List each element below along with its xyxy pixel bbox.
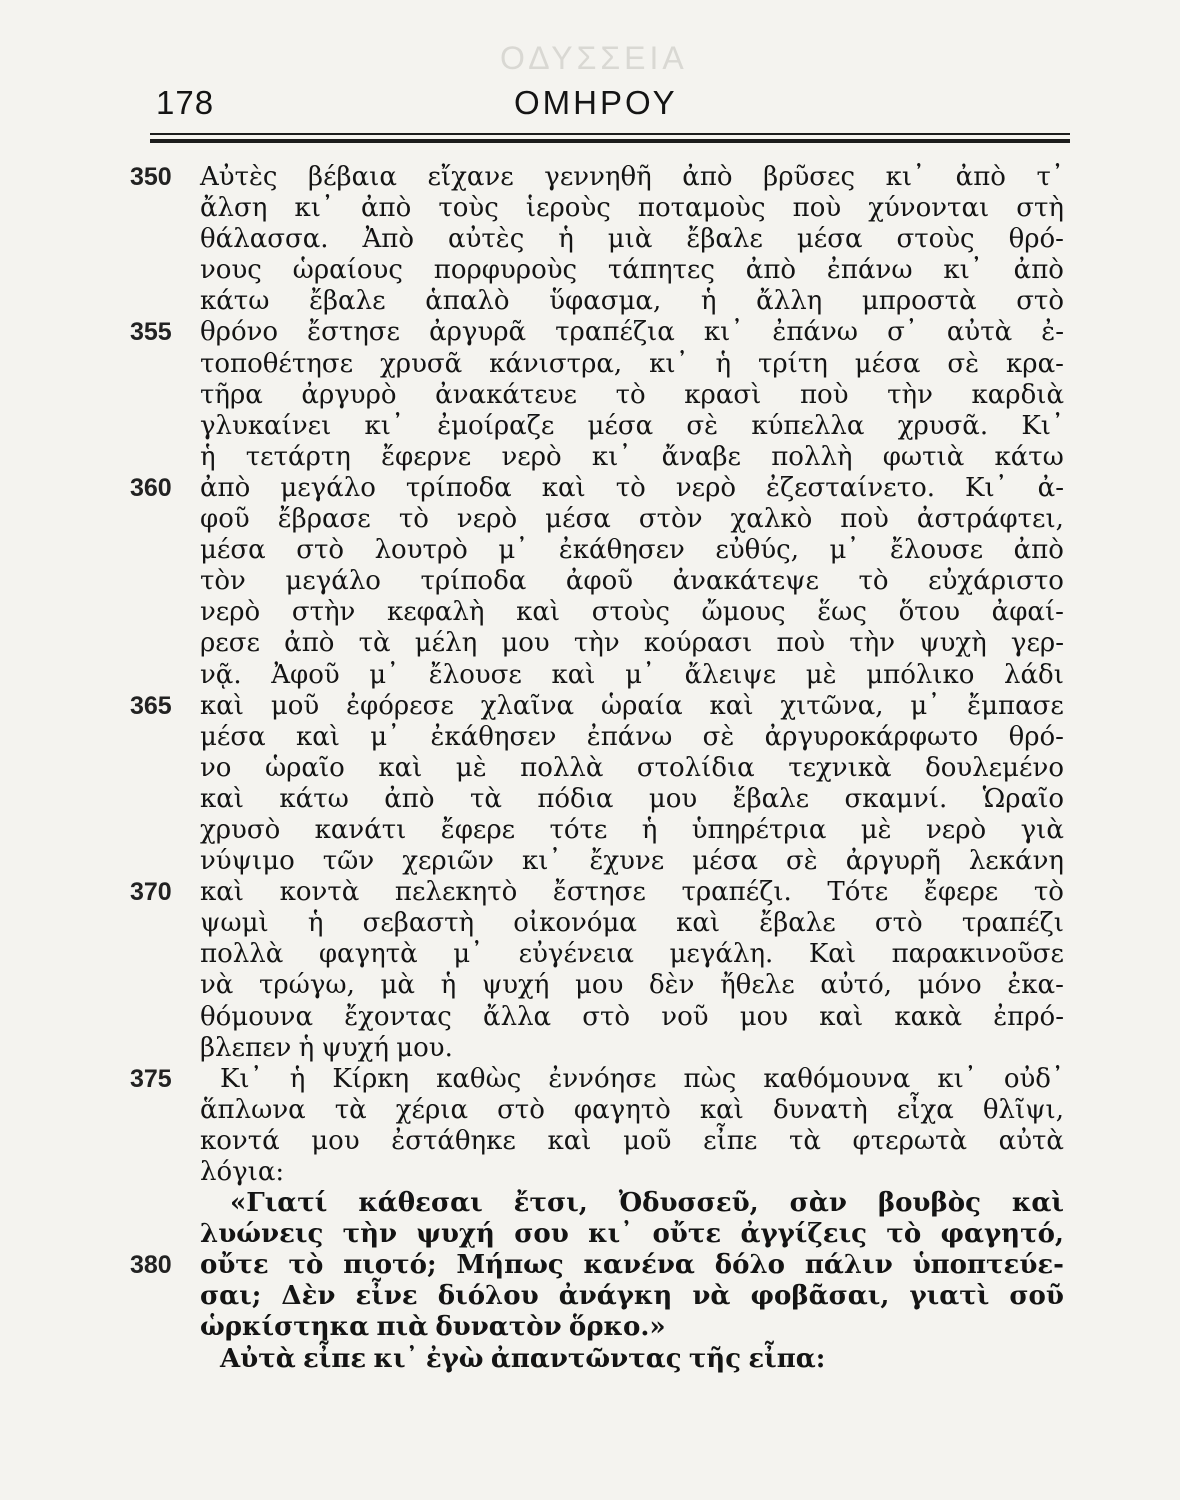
verse-line	[130, 1250, 1070, 1281]
line-text: ἀπὸ μεγάλο τρίποδα καὶ τὸ νερὸ ἐζεσταίνετο. Κι᾽ ἀ-	[200, 472, 1064, 503]
verse-line	[130, 815, 1070, 846]
verse-line	[130, 535, 1070, 566]
line-number: 370	[130, 878, 172, 907]
line-text: νερὸ στὴν κεφαλὴ καὶ στοὺς ὤμους ἕως ὅτου ἀφαί-	[200, 597, 1064, 628]
line-text: τὸν μεγάλο τρίποδα ἀφοῦ ἀνακάτεψε τὸ εὐχάριστο	[200, 566, 1064, 597]
line-text: κάτω ἔβαλε ἁπαλὸ ὕφασμα, ἡ ἄλλη μπροστὰ στὸ	[200, 286, 1064, 317]
line-text: πολλὰ φαγητὰ μ᾽ εὐγένεια μεγάλη. Καὶ παρακινοῦσε	[200, 939, 1064, 970]
line-text: καὶ κάτω ἀπὸ τὰ πόδια μου ἔβαλε σκαμνί. Ὡραῖο	[200, 783, 1064, 814]
line-text: ὡρκίστηκα πιὰ δυνατὸν ὅρκο.»	[200, 1312, 666, 1343]
verse-line	[130, 286, 1070, 317]
line-number: 360	[130, 473, 172, 502]
line-text: λυώνεις τὴν ψυχή σου κι᾽ οὔτε ἀγγίζεις τὸ φαγητό,	[200, 1219, 1064, 1250]
verse-line	[130, 1344, 1070, 1375]
header-rule-thin	[150, 133, 1070, 135]
verse-line	[130, 317, 1070, 348]
verse-line	[130, 660, 1070, 691]
verse-line	[130, 877, 1070, 908]
line-text: Αὐτὲς βέβαια εἴχανε γεννηθῆ ἀπὸ βρῦσες κι᾽ ἀπὸ τ᾽	[200, 162, 1064, 192]
verse-line	[130, 473, 1070, 504]
verse-line	[130, 628, 1070, 659]
verse-line	[130, 753, 1070, 784]
line-text: τοποθέτησε χρυσᾶ κάνιστρα, κι᾽ ἡ τρίτη μέσα σὲ κρα-	[200, 348, 1064, 379]
running-title: ΟΜΗΡΟΥ	[514, 84, 678, 121]
verse-line	[130, 597, 1070, 628]
line-text: ἡ τετάρτη ἔφερνε νερὸ κι᾽ ἄναβε πολλὴ φωτιὰ κάτω	[200, 441, 1064, 472]
line-text: νὰ τρώγω, μὰ ἡ ψυχή μου δὲν ἤθελε αὐτό, μόνο ἐκα-	[200, 970, 1064, 1001]
verse-line	[130, 162, 1070, 193]
verse-line	[130, 691, 1070, 722]
line-text: νύψιμο τῶν χεριῶν κι᾽ ἔχυνε μέσα σὲ ἀργυρῆ λεκάνη	[200, 846, 1064, 877]
verse-line	[130, 1281, 1070, 1312]
line-number: 355	[130, 318, 172, 347]
line-text: σαι; Δὲν εἶνε διόλου ἀνάγκη νὰ φοβᾶσαι, γιατὶ σοῦ	[200, 1281, 1064, 1312]
verse-line	[130, 255, 1070, 286]
line-text: γλυκαίνει κι᾽ ἐμοίραζε μέσα σὲ κύπελλα χρυσᾶ. Κι᾽	[200, 410, 1064, 441]
line-text: νᾷ. Ἀφοῦ μ᾽ ἔλουσε καὶ μ᾽ ἄλειψε μὲ μπόλικο λάδι	[200, 659, 1064, 690]
verse-line	[130, 784, 1070, 815]
verse-line	[130, 1188, 1070, 1219]
page-header	[150, 84, 1070, 134]
line-text: Αὐτὰ εἶπε κι᾽ ἐγὼ ἀπαντῶντας τῆς εἶπα:	[220, 1343, 826, 1374]
verse-line	[130, 1157, 1070, 1188]
line-text: κοντά μου ἐστάθηκε καὶ μοῦ εἶπε τὰ φτερωτὰ αὐτὰ	[200, 1125, 1064, 1156]
verse-line	[130, 566, 1070, 597]
line-text: θόμουνα ἔχοντας ἄλλα στὸ νοῦ μου καὶ κακὰ ἐπρό-	[200, 1001, 1064, 1032]
verse-line	[130, 349, 1070, 380]
line-text: Κι᾽ ἡ Κίρκη καθὼς ἐννόησε πὼς καθόμουνα κι᾽ οὐδ᾽	[220, 1063, 1064, 1094]
line-text: μέσα στὸ λουτρὸ μ᾽ ἐκάθησεν εὐθύς, μ᾽ ἔλουσε ἀπὸ	[200, 535, 1064, 566]
page-number: 178	[156, 84, 215, 121]
verse-line	[130, 1002, 1070, 1033]
line-text: θρόνο ἔστησε ἀργυρᾶ τραπέζια κι᾽ ἐπάνω σ᾽ αὐτὰ ἐ-	[200, 317, 1064, 348]
line-text: ἄλση κι᾽ ἀπὸ τοὺς ἱεροὺς ποταμοὺς ποὺ χύνονται στὴ	[200, 193, 1064, 224]
line-number: 380	[130, 1251, 172, 1280]
verse-line	[130, 722, 1070, 753]
line-text: νους ὡραίους πορφυροὺς τάπητες ἀπὸ ἐπάνω κι᾽ ἀπὸ	[200, 255, 1064, 286]
line-text: καὶ κοντὰ πελεκητὸ ἔστησε τραπέζι. Τότε ἔφερε τὸ	[200, 877, 1064, 908]
verse-line	[130, 1312, 1070, 1343]
line-text: οὔτε τὸ πιοτό; Μήπως κανένα δόλο πάλιν ὑποπτεύε-	[200, 1250, 1064, 1281]
verse-line	[130, 846, 1070, 877]
verse-line	[130, 970, 1070, 1001]
line-text: φοῦ ἔβρασε τὸ νερὸ μέσα στὸν χαλκὸ ποὺ ἀστράφτει,	[200, 504, 1064, 535]
verse-line	[130, 1033, 1070, 1064]
verse-line	[130, 908, 1070, 939]
line-text: θάλασσα. Ἀπὸ αὐτὲς ἡ μιὰ ἔβαλε μέσα στοὺς θρό-	[200, 224, 1064, 255]
line-number: 350	[130, 163, 172, 191]
verse-line	[130, 504, 1070, 535]
line-text: λόγια:	[200, 1157, 285, 1187]
line-text: καὶ μοῦ ἐφόρεσε χλαῖνα ὡραία καὶ χιτῶνα, μ᾽ ἔμπασε	[200, 690, 1064, 721]
line-number: 365	[130, 691, 172, 720]
verse-line	[130, 224, 1070, 255]
line-text: χρυσὸ κανάτι ἔφερε τότε ἡ ὑπηρέτρια μὲ νερὸ γιὰ	[200, 814, 1064, 845]
verse-line	[130, 1064, 1070, 1095]
line-text: μέσα καὶ μ᾽ ἐκάθησεν ἐπάνω σὲ ἀργυροκάρφωτο θρό-	[200, 721, 1064, 752]
line-number: 375	[130, 1064, 172, 1093]
line-text: ἅπλωνα τὰ χέρια στὸ φαγητὸ καὶ δυνατὴ εἶχα θλῖψι,	[200, 1094, 1064, 1125]
verse-line	[130, 442, 1070, 473]
verse-line	[130, 1095, 1070, 1126]
verse-line	[130, 411, 1070, 442]
verse-line	[130, 380, 1070, 411]
line-text: βλεπεν ἡ ψυχή μου.	[200, 1032, 453, 1063]
verse-line	[130, 1126, 1070, 1157]
verse-line	[130, 1219, 1070, 1250]
line-text: νο ὡραῖο καὶ μὲ πολλὰ στολίδια τεχνικὰ δουλεμένο	[200, 752, 1064, 783]
line-text: τῆρα ἀργυρὸ ἀνακάτευε τὸ κρασὶ ποὺ τὴν καρδιὰ	[200, 379, 1064, 410]
bleed-through-header: ΟΔΥΣΣΕΙΑ	[500, 40, 688, 76]
line-text: ρεσε ἀπὸ τὰ μέλη μου τὴν κούρασι ποὺ τὴν ψυχὴ γερ-	[200, 628, 1064, 659]
line-text: ψωμὶ ἡ σεβαστὴ οἰκονόμα καὶ ἔβαλε στὸ τραπέζι	[200, 908, 1064, 939]
header-rule-thick	[150, 139, 1070, 143]
verse-line	[130, 939, 1070, 970]
verse-text-block	[130, 162, 1070, 1375]
verse-line	[130, 193, 1070, 224]
line-text: «Γιατί κάθεσαι ἔτσι, Ὀδυσσεῦ, σὰν βουβὸς καὶ	[230, 1188, 1064, 1219]
